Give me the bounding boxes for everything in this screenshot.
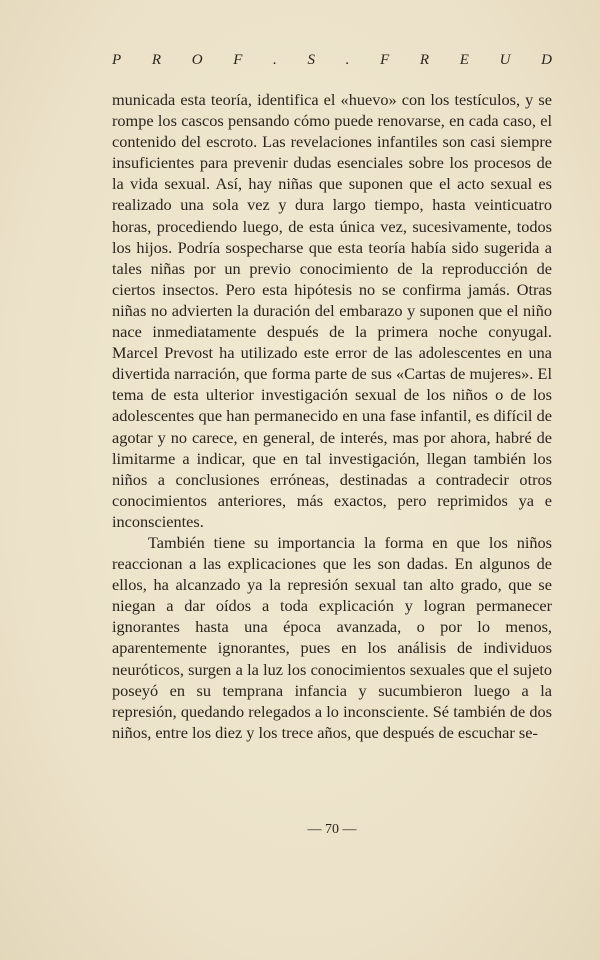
running-head [112,52,552,69]
running-head-letter: S [307,52,315,68]
running-head-letter: O [191,52,203,68]
paragraph-2: También tiene su importancia la forma en que los niños reaccionan a las explicaciones que les son dadas. En algunos de ellos, ha alcanzado ya la represión sexual tan alto grado, que se niegan a dar oídos a toda explicación y logran permanecer ignorantes hasta una época avanzada, o por lo menos, aparentemente ignorantes, pues en los análisis de individuos neuróticos, surgen a la luz los conocimientos sexuales que el sujeto poseyó en su temprana infancia y sucumbieron luego a la represión, quedando relegados a lo inconsciente. Sé también de dos niños, entre los diez y los trece años, que después de escuchar se- [112,532,552,742]
running-head-letter: P [112,52,122,68]
running-head-letter: U [499,52,511,68]
page-number: — 70 — [307,822,357,837]
running-head-letter: F [380,52,390,68]
running-head-letter: R [151,52,162,68]
running-head-letter: E [459,52,469,68]
body-text [112,89,552,743]
running-head-letter: . [345,52,350,68]
running-head-letter: F [233,52,243,68]
paragraph-1: municada esta teoría, identifica el «huevo» con los testículos, y se rompe los cascos pensando cómo puede renovarse, en cada caso, el contenido del escroto. Las revelaciones infantiles son casi siempre insuficientes para prevenir dudas esenciales sobre los procesos de la vida sexual. Así, hay niñas que suponen que el acto sexual es realizado una sola vez y dura largo tiempo, hasta veinticuatro horas, procediendo luego, de esta única vez, sucesivamente, todos los hijos. Podría sospecharse que esta teoría había sido sugerida a tales niñas por un previo conocimiento de la reproducción de ciertos insectos. Pero esta hipótesis no se confirma jamás. Otras niñas no advierten la duración del embarazo y suponen que el niño nace inmediatamente después de la primera noche conyugal. Marcel Prevost ha utilizado este error de las adolescentes en una divertida narración, que forma parte de sus «Cartas de mujeres». El tema de esta ulterior investigación sexual de los niños o de los adolescentes que han permanecido en una fase infantil, es difícil de agotar y no carece, en general, de interés, mas por ahora, habré de limitarme a indicar, que en tal investigación, llegan también los niños a conclusiones erróneas, destinadas a contradecir otros conocimientos anteriores, más exactos, pero reprimidos ya e inconscientes. [112,90,552,531]
running-head-letter: R [419,52,430,68]
running-head-letter: . [273,52,277,68]
running-head-letter: D [541,52,552,68]
